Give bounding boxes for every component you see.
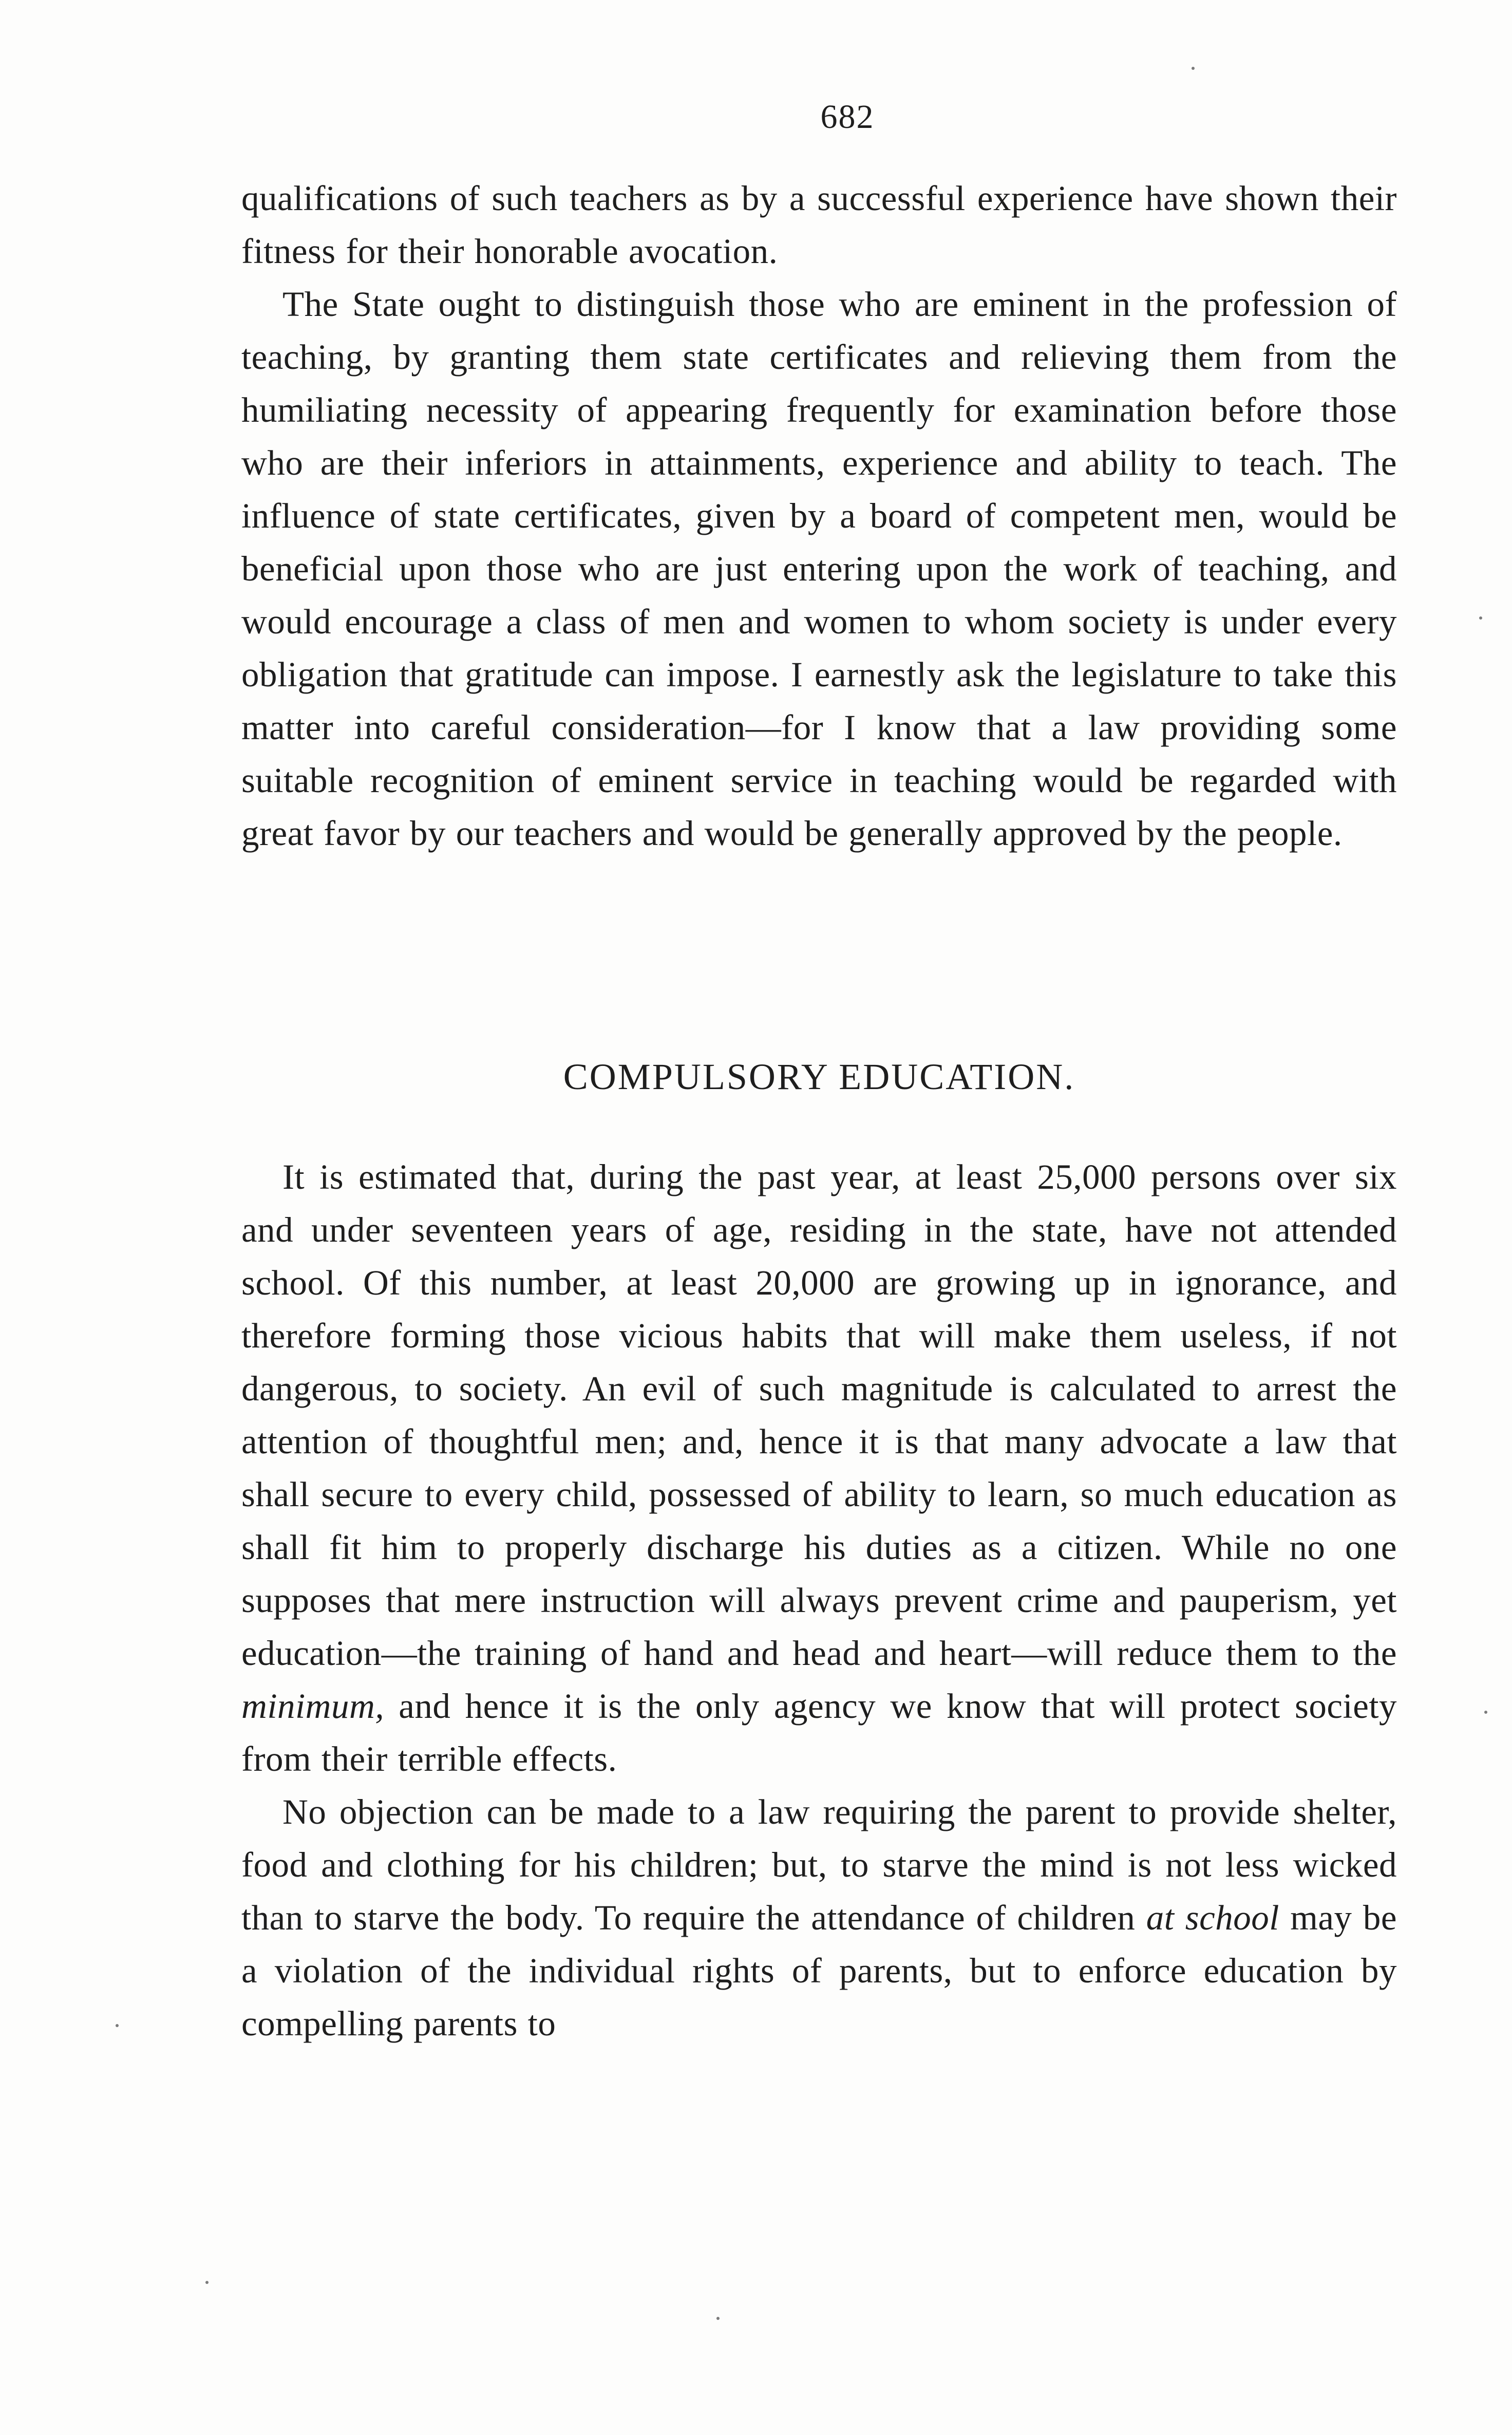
- paragraph-estimate-emphasis: minimum,: [241, 1687, 385, 1726]
- paragraph-objection-text: No objection can be made to a law requiring the parent to provide shelter, food and clothing for his children; but, to starve the mind is not less wicked than to starve the body. To require the attendance of children: [241, 1792, 1397, 1937]
- scan-speck: [116, 2024, 119, 2027]
- paragraph-estimate: [241, 1151, 1397, 1786]
- scan-speck: [205, 2281, 209, 2284]
- paragraph-state-certificates: The State ought to distinguish those who are eminent in the profession of teaching, by granting them state certificates and relieving them from the humiliating necessity of appearing frequently for examination before those who are their inferiors in attainments, experience and ability to teach. The influence of state certificates, given by a board of competent men, would be beneficial upon those who are just entering upon the work of teaching, and would encourage a class of men and women to whom society is under every obligation that gratitude can impose. I earnestly ask the legislature to take this matter into careful consideration—for I know that a law providing some suitable recognition of eminent service in teaching would be regarded with great favor by our teachers and would be generally approved by the people.: [241, 285, 1397, 853]
- scan-speck: [1192, 67, 1195, 70]
- paragraph-estimate-text: It is estimated that, during the past year, at least 25,000 persons over six and under seventeen years of age, residing in the state, have not attended school. Of this number, at least 20,000 are growing up in ignorance, and therefore forming those vicious habits that will make them useless, if not dangerous, to society. An evil of such magnitude is calculated to arrest the attention of thoughtful men; and, hence it is that many advocate a law that shall secure to every child, possessed of ability to learn, so much education as shall fit him to properly discharge his duties as a citizen. While no one supposes that mere instruction will always prevent crime and pauperism, yet education—the training of hand and head and heart—will reduce them to the: [241, 1157, 1397, 1673]
- scan-speck: [1479, 616, 1482, 620]
- paragraph-estimate-text-after: and hence it is the only agency we know that will protect society from their terrible effects.: [241, 1687, 1397, 1778]
- bottom-text-block: [241, 1151, 1397, 2050]
- scan-speck: [1484, 1711, 1487, 1714]
- paragraph-objection-emphasis: at school: [1146, 1898, 1279, 1937]
- section-heading: COMPULSORY EDUCATION.: [563, 1056, 1075, 1097]
- page-number: 682: [820, 98, 875, 136]
- paragraph-objection: [241, 1786, 1397, 2050]
- paragraph-objection-text-after: may be a violation of the individual rights of parents, but to enforce education by compelling parents to: [241, 1898, 1397, 2043]
- top-text-block: [241, 172, 1397, 860]
- paragraph-continuation: qualifications of such teachers as by a successful experience have shown their fitness for their honorable avocation.: [241, 179, 1397, 271]
- scan-speck: [716, 2317, 720, 2320]
